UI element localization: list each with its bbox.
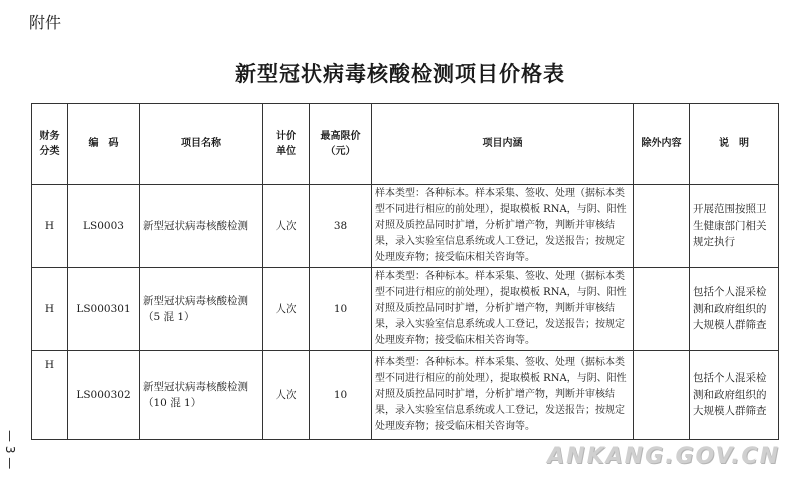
cell-code: LS0003 [68,185,140,268]
header-content: 项目内涵 [372,104,634,185]
header-excluded: 除外内容 [634,104,690,185]
cell-unit: 人次 [263,268,310,351]
cell-max-price: 10 [310,268,372,351]
header-code: 编 码 [68,104,140,185]
cell-content: 样本类型：各种标本。样本采集、签收、处理（据标本类型不同进行相应的前处理），提取模板 RNA，与阴、阳性对照及质控品同时扩增，分析扩增产物，判断并审核结果，录入实验室信息系统或人工登记，发送报告；按规定处理废弃物；接受临床相关咨询等。 [372,185,634,268]
cell-category: H [32,185,68,268]
header-max-price: 最高限价 （元） [310,104,372,185]
cell-content: 样本类型：各种标本。样本采集、签收、处理（据标本类型不同进行相应的前处理），提取模板 RNA，与阴、阳性对照及质控品同时扩增，分析扩增产物，判断并审核结果，录入实验室信息系统或人工登记，发送报告；按规定处理废弃物；接受临床相关咨询等。 [372,268,634,351]
table-row [32,185,779,268]
attachment-label: 附件 [29,13,62,32]
cell-note: 包括个人混采检测和政府组织的大规模人群筛查 [690,268,779,351]
header-note: 说 明 [690,104,779,185]
cell-note: 包括个人混采检测和政府组织的大规模人群筛查 [690,351,779,440]
table-row [32,351,779,440]
page-title: 新型冠状病毒核酸检测项目价格表 [235,61,565,86]
page-number: — 3 — [3,430,17,470]
cell-code: LS000301 [68,268,140,351]
header-unit: 计价 单位 [263,104,310,185]
table-header-row [32,104,779,185]
cell-excluded [634,185,690,268]
cell-note: 开展范围按照卫生健康部门相关规定执行 [690,185,779,268]
cell-max-price: 10 [310,351,372,440]
table-row [32,268,779,351]
cell-name: 新型冠状病毒核酸检测（10 混 1） [140,351,263,440]
watermark: ANKANG.GOV.CN [547,444,780,469]
price-table [31,103,779,440]
cell-content: 样本类型：各种标本。样本采集、签收、处理（据标本类型不同进行相应的前处理），提取模板 RNA，与阴、阳性对照及质控品同时扩增，分析扩增产物，判断并审核结果，录入实验室信息系统或人工登记，发送报告；按规定处理废弃物；接受临床相关咨询等。 [372,351,634,440]
cell-unit: 人次 [263,185,310,268]
cell-category: H [32,268,68,351]
cell-name: 新型冠状病毒核酸检测（5 混 1） [140,268,263,351]
cell-excluded [634,351,690,440]
cell-category: H [32,351,68,440]
cell-max-price: 38 [310,185,372,268]
cell-name: 新型冠状病毒核酸检测 [140,185,263,268]
cell-excluded [634,268,690,351]
header-category: 财务 分类 [32,104,68,185]
header-name: 项目名称 [140,104,263,185]
cell-unit: 人次 [263,351,310,440]
cell-code: LS000302 [68,351,140,440]
